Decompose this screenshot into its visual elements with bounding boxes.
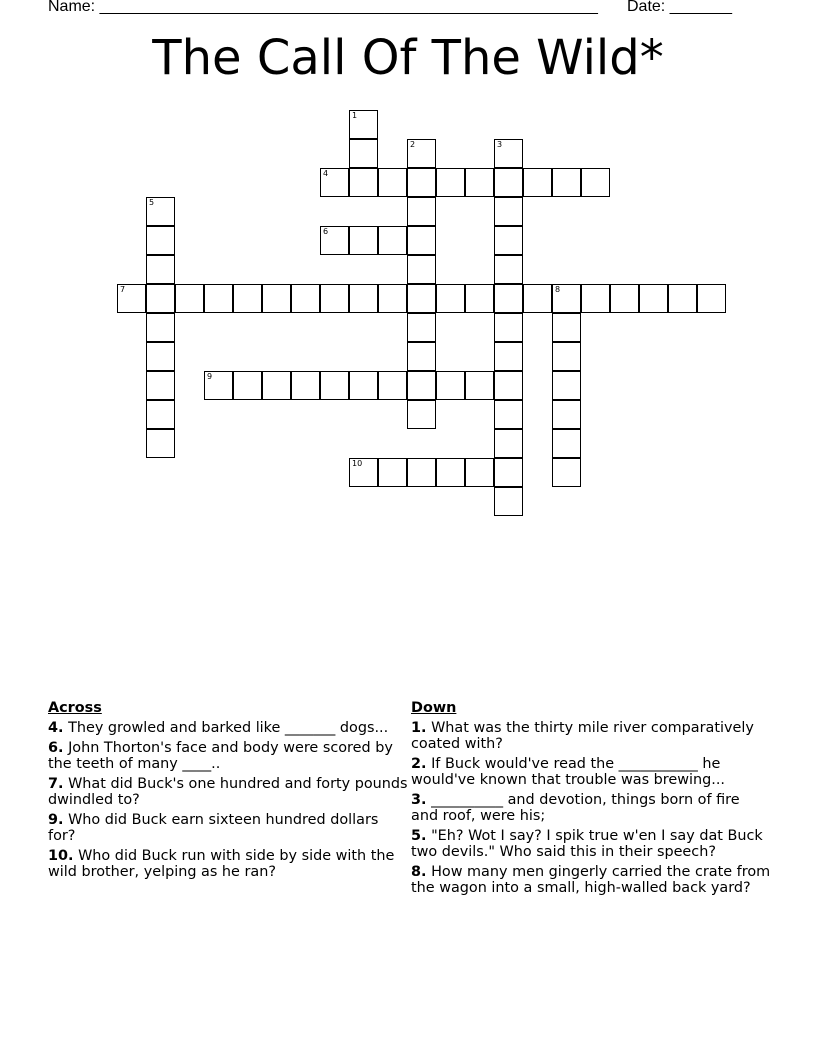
grid-cell — [146, 429, 175, 458]
grid-cell — [407, 139, 436, 168]
grid-cell — [407, 168, 436, 197]
grid-cell — [407, 342, 436, 371]
clue-number: 4. — [48, 720, 64, 736]
grid-cell — [378, 371, 407, 400]
grid-cell — [378, 168, 407, 197]
grid-cell — [233, 371, 262, 400]
grid-cell — [552, 429, 581, 458]
grid-cell — [320, 284, 349, 313]
grid-cell — [552, 168, 581, 197]
across-clue — [48, 720, 408, 736]
clue-text: What did Buck's one hundred and forty pounds dwindled to? — [48, 776, 408, 808]
clue-number: 9. — [48, 812, 64, 828]
grid-cell — [494, 371, 523, 400]
grid-cell — [146, 197, 175, 226]
clue-text: They growled and barked like _______ dogs... — [68, 720, 389, 736]
clue-number: 6. — [48, 740, 64, 756]
down-heading: Down — [411, 700, 457, 716]
grid-cell — [465, 284, 494, 313]
grid-cell — [320, 226, 349, 255]
grid-cell — [146, 400, 175, 429]
grid-cell — [291, 371, 320, 400]
grid-cell — [407, 226, 436, 255]
grid-cell — [407, 197, 436, 226]
grid-cell — [465, 458, 494, 487]
grid-cell — [407, 284, 436, 313]
grid-cell — [697, 284, 726, 313]
grid-cell — [494, 342, 523, 371]
clue-number: 3. — [411, 792, 427, 808]
grid-cell — [291, 284, 320, 313]
clue-text: __________ and devotion, things born of fire and roof, were his; — [411, 792, 740, 824]
cell-number: 1 — [352, 111, 358, 120]
crossword-grid — [0, 0, 816, 520]
clue-number: 10. — [48, 848, 74, 864]
date-field-label: Date: _______ — [627, 0, 732, 15]
cell-number: 5 — [149, 198, 155, 207]
grid-cell — [552, 400, 581, 429]
grid-cell — [349, 371, 378, 400]
grid-cell — [378, 226, 407, 255]
grid-cell — [436, 458, 465, 487]
grid-cell — [146, 342, 175, 371]
grid-cell — [320, 168, 349, 197]
grid-cell — [436, 168, 465, 197]
across-clue — [48, 740, 408, 772]
clue-text: Who did Buck run with side by side with the wild brother, yelping as he ran? — [48, 848, 395, 880]
grid-cell — [610, 284, 639, 313]
grid-cell — [494, 226, 523, 255]
cell-number: 4 — [323, 169, 329, 178]
across-clue — [48, 812, 408, 844]
grid-cell — [581, 284, 610, 313]
grid-cell — [494, 487, 523, 516]
cell-number: 10 — [352, 459, 363, 468]
grid-cell — [494, 313, 523, 342]
grid-cell — [146, 284, 175, 313]
grid-cell — [407, 255, 436, 284]
clue-text: Who did Buck earn sixteen hundred dollars for? — [48, 812, 379, 844]
grid-cell — [349, 458, 378, 487]
page-title: The Call Of The Wild* — [152, 30, 664, 86]
clue-text: What was the thirty mile river comparatively coated with? — [411, 720, 754, 752]
clue-number: 8. — [411, 864, 427, 880]
cell-number: 3 — [497, 140, 503, 149]
clue-number: 7. — [48, 776, 64, 792]
clue-number: 1. — [411, 720, 427, 736]
across-clues — [48, 700, 408, 884]
grid-cell — [349, 284, 378, 313]
grid-cell — [262, 284, 291, 313]
grid-cell — [523, 168, 552, 197]
grid-cell — [552, 371, 581, 400]
cell-number: 9 — [207, 372, 213, 381]
down-clue — [411, 864, 771, 896]
grid-cell — [262, 371, 291, 400]
across-heading: Across — [48, 700, 102, 716]
grid-cell — [407, 400, 436, 429]
grid-cell — [407, 313, 436, 342]
grid-cell — [552, 313, 581, 342]
clue-text: If Buck would've read the ___________ he would've known that trouble was brewing... — [411, 756, 725, 788]
across-clue — [48, 776, 408, 808]
grid-cell — [552, 458, 581, 487]
grid-cell — [349, 168, 378, 197]
grid-cell — [465, 371, 494, 400]
grid-cell — [494, 284, 523, 313]
grid-cell — [494, 400, 523, 429]
clue-number: 5. — [411, 828, 427, 844]
grid-cell — [523, 284, 552, 313]
grid-cell — [117, 284, 146, 313]
clue-text: How many men gingerly carried the crate from the wagon into a small, high-walled back yard? — [411, 864, 771, 896]
cell-number: 7 — [120, 285, 126, 294]
down-clue — [411, 828, 771, 860]
cell-number: 2 — [410, 140, 416, 149]
grid-cell — [378, 284, 407, 313]
grid-cell — [552, 284, 581, 313]
grid-cell — [349, 226, 378, 255]
grid-cell — [204, 371, 233, 400]
grid-cell — [349, 139, 378, 168]
clue-number: 2. — [411, 756, 427, 772]
grid-cell — [320, 371, 349, 400]
down-clues — [411, 700, 771, 900]
grid-cell — [494, 168, 523, 197]
grid-cell — [436, 284, 465, 313]
down-clue — [411, 756, 771, 788]
cell-number: 6 — [323, 227, 329, 236]
grid-cell — [581, 168, 610, 197]
grid-cell — [407, 371, 436, 400]
clue-text: "Eh? Wot I say? I spik true w'en I say dat Buck two devils." Who said this in their speech? — [411, 828, 763, 860]
grid-cell — [436, 371, 465, 400]
grid-cell — [639, 284, 668, 313]
grid-cell — [146, 255, 175, 284]
grid-cell — [349, 110, 378, 139]
grid-cell — [175, 284, 204, 313]
grid-cell — [146, 371, 175, 400]
grid-cell — [378, 458, 407, 487]
name-field-label: Name: ________________________________________________________ — [48, 0, 598, 15]
down-clue — [411, 720, 771, 752]
grid-cell — [668, 284, 697, 313]
grid-cell — [494, 197, 523, 226]
grid-cell — [407, 458, 436, 487]
grid-cell — [494, 429, 523, 458]
grid-cell — [146, 313, 175, 342]
grid-cell — [552, 342, 581, 371]
clue-text: John Thorton's face and body were scored by the teeth of many ____.. — [48, 740, 393, 772]
grid-cell — [494, 139, 523, 168]
down-clue — [411, 792, 771, 824]
grid-cell — [233, 284, 262, 313]
cell-number: 8 — [555, 285, 561, 294]
across-clue — [48, 848, 408, 880]
grid-cell — [204, 284, 233, 313]
grid-cell — [494, 255, 523, 284]
grid-cell — [465, 168, 494, 197]
grid-cell — [494, 458, 523, 487]
grid-cell — [146, 226, 175, 255]
